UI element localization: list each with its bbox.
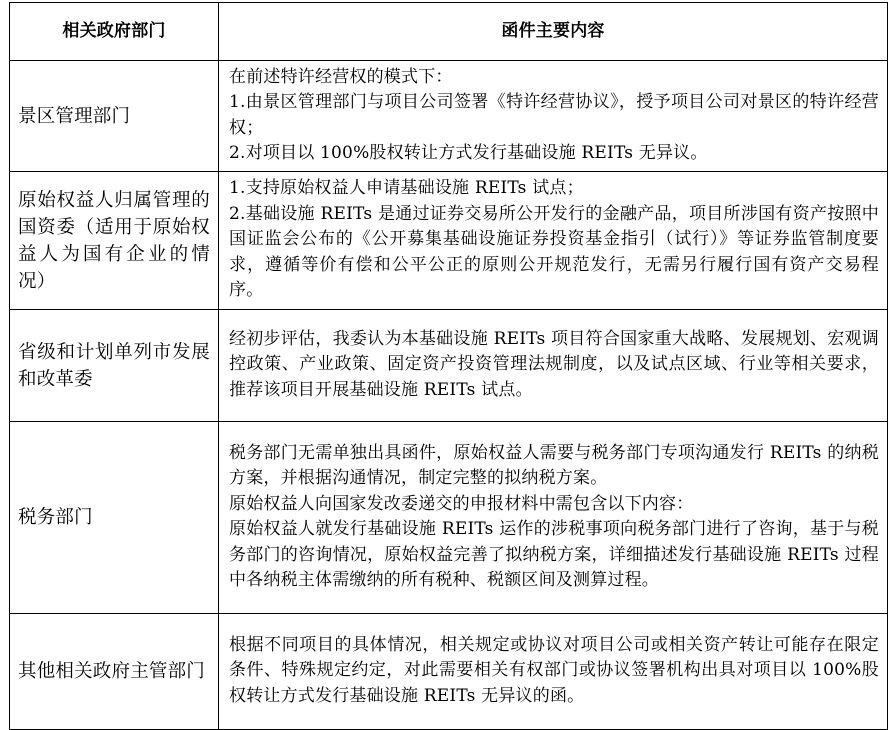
content-line: 2.基础设施 REITs 是通过证券交易所公开发行的金融产品，项目所涉国有资产按照中国证监会公布的《公开募集基础设施证券投资基金指引（试行）》等证券监管制度要求，遵循等价有偿和公平公正的原则公开规范发行，无需另行履行国有资产交易程序。 — [229, 203, 879, 301]
department-cell: 省级和计划单列市发展和改革委 — [10, 310, 219, 422]
table-row — [10, 172, 888, 310]
department-cell: 原始权益人归属管理的国资委（适用于原始权益人为国有企业的情况） — [10, 172, 219, 310]
content-cell — [219, 61, 888, 172]
header-department: 相关政府部门 — [10, 3, 219, 61]
department-cell: 景区管理部门 — [10, 61, 219, 172]
content-line: 原始权益人就发行基础设施 REITs 运作的涉税事项向税务部门进行了咨询，基于与税务部门的咨询情况，原始权益完善了拟纳税方案，详细描述发行基础设施 REITs 过程中各纳税主体需缴纳的所有税种、税额区间及测算过程。 — [229, 519, 879, 590]
document-page — [9, 2, 887, 730]
content-line: 经初步评估，我委认为本基础设施 REITs 项目符合国家重大战略、发展规划、宏观调控政策、产业政策、固定资产投资管理法规制度，以及试点区域、行业等相关要求，推荐该项目开展基础设施 REITs 试点。 — [229, 328, 879, 400]
content-line: 1.支持原始权益人申请基础设施 REITs 试点； — [229, 178, 584, 199]
content-line: 1.由景区管理部门与项目公司签署《特许经营协议》，授予项目公司对景区的特许经营权； — [229, 92, 879, 138]
table-header-row — [10, 3, 888, 61]
content-line: 在前述特许经营权的模式下： — [229, 66, 453, 87]
department-cell: 税务部门 — [10, 422, 219, 614]
content-cell — [219, 422, 888, 614]
content-cell — [219, 172, 888, 310]
table-row — [10, 310, 888, 422]
table-row — [10, 422, 888, 614]
content-line: 2.对项目以 100%股权转让方式发行基础设施 REITs 无异议。 — [229, 143, 708, 163]
content-cell — [219, 614, 888, 730]
table-row — [10, 61, 888, 172]
content-line: 税务部门无需单独出具函件，原始权益人需要与税务部门专项沟通发行 REITs 的纳税方案，并根据沟通情况，制定完整的拟纳税方案。 — [229, 442, 879, 488]
government-letters-table — [9, 2, 888, 730]
content-line: 原始权益人向国家发改委递交的申报材料中需包含以下内容： — [229, 493, 694, 514]
department-cell: 其他相关政府主管部门 — [10, 614, 219, 730]
content-line: 根据不同项目的具体情况，相关规定或协议对项目公司或相关资产转让可能存在限定条件、特殊规定约定，对此需要相关有权部门或协议签署机构出具对项目以 100%股权转让方式发行基础设施 REITs 无异议的函。 — [229, 634, 879, 706]
table-row — [10, 614, 888, 730]
header-content: 函件主要内容 — [219, 3, 888, 61]
content-cell — [219, 310, 888, 422]
